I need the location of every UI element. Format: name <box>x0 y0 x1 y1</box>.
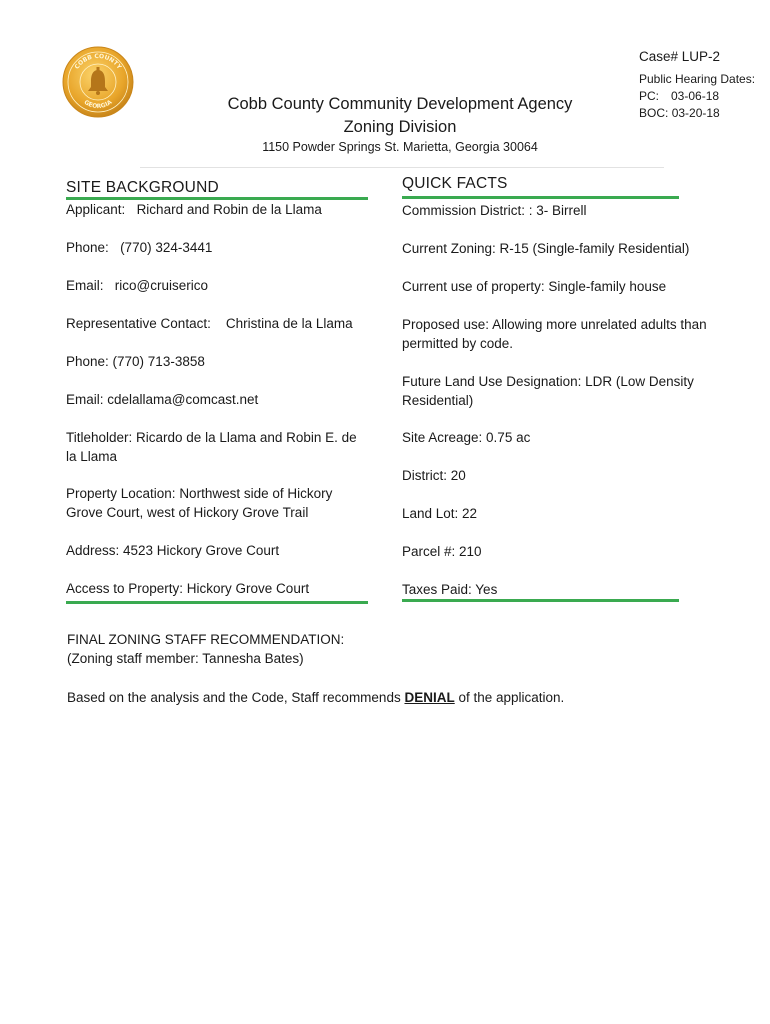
recommendation-heading: FINAL ZONING STAFF RECOMMENDATION: <box>67 632 345 647</box>
public-hearing-dates <box>639 71 755 122</box>
agency-name: Cobb County Community Development Agency <box>227 95 573 113</box>
phone-value: (770) 324-3441 <box>120 240 213 255</box>
titleholder: Titleholder: Ricardo de la Llama and Robin E. de la Llama <box>66 430 357 464</box>
site-background-title: SITE BACKGROUND <box>66 179 219 196</box>
quick-facts-bottom-rule <box>402 599 679 602</box>
representative-field <box>66 314 368 333</box>
recommendation-text-before: Based on the analysis and the Code, Staff recommends <box>67 690 405 705</box>
boc-date-row <box>639 105 755 122</box>
applicant-phone-field <box>66 238 368 257</box>
current-use: Current use of property: Single-family house <box>402 279 667 294</box>
property-location: Property Location: Northwest side of Hickory Grove Court, west of Hickory Grove Trail <box>66 486 333 520</box>
district: District: 20 <box>402 468 466 483</box>
email-value: rico@cruiserico <box>114 278 209 293</box>
recommendation-staff-member: (Zoning staff member: Tannesha Bates) <box>67 651 304 666</box>
email-label: Email: <box>66 278 104 293</box>
agency-address: 1150 Powder Springs St. Marietta, Georgia 30064 <box>262 140 538 154</box>
site-background-bottom-rule <box>66 601 368 604</box>
svg-text:COBB COUNTY: COBB COUNTY <box>73 52 123 71</box>
land-lot: Land Lot: 22 <box>402 506 478 521</box>
recommendation-text-after: of the application. <box>454 690 565 705</box>
boc-date: 03-20-18 <box>671 106 720 120</box>
representative-phone: Phone: (770) 713-3858 <box>66 354 205 369</box>
taxes-paid: Taxes Paid: Yes <box>402 582 498 597</box>
quick-facts-title: QUICK FACTS <box>402 175 508 192</box>
commission-district: Commission District: : 3- Birrell <box>402 203 587 218</box>
proposed-use: Proposed use: Allowing more unrelated adults than permitted by code. <box>402 317 707 351</box>
division-name: Zoning Division <box>343 118 457 136</box>
property-address: Address: 4523 Hickory Grove Court <box>66 543 280 558</box>
applicant-field <box>66 200 368 219</box>
case-number: Case# LUP-2 <box>639 49 721 64</box>
cobb-county-seal <box>62 46 134 118</box>
representative-email: Email: cdelallama@comcast.net <box>66 392 259 407</box>
quick-facts-top-rule <box>402 196 679 199</box>
applicant-label: Applicant: <box>66 202 126 217</box>
parcel-number: Parcel #: 210 <box>402 544 482 559</box>
header-divider <box>140 167 664 168</box>
site-acreage: Site Acreage: 0.75 ac <box>402 430 531 445</box>
current-zoning: Current Zoning: R-15 (Single-family Residential) <box>402 241 690 256</box>
representative-value: Christina de la Llama <box>225 316 353 331</box>
applicant-email-field <box>66 276 368 295</box>
pc-date-row <box>639 88 755 105</box>
applicant-value: Richard and Robin de la Llama <box>136 202 322 217</box>
recommendation-statement <box>67 688 564 707</box>
property-access: Access to Property: Hickory Grove Court <box>66 581 310 596</box>
phone-label: Phone: <box>66 240 109 255</box>
representative-label: Representative Contact: <box>66 316 211 331</box>
boc-label: BOC: <box>639 106 669 120</box>
recommendation-decision: DENIAL <box>404 690 455 705</box>
hearing-title: Public Hearing Dates: <box>639 72 756 86</box>
future-land-use: Future Land Use Designation: LDR (Low Density Residential) <box>402 374 694 408</box>
svg-text:GEORGIA: GEORGIA <box>82 98 114 111</box>
recommendation-block <box>67 630 344 668</box>
pc-label: PC: <box>639 89 660 103</box>
pc-date: 03-06-18 <box>671 89 720 103</box>
